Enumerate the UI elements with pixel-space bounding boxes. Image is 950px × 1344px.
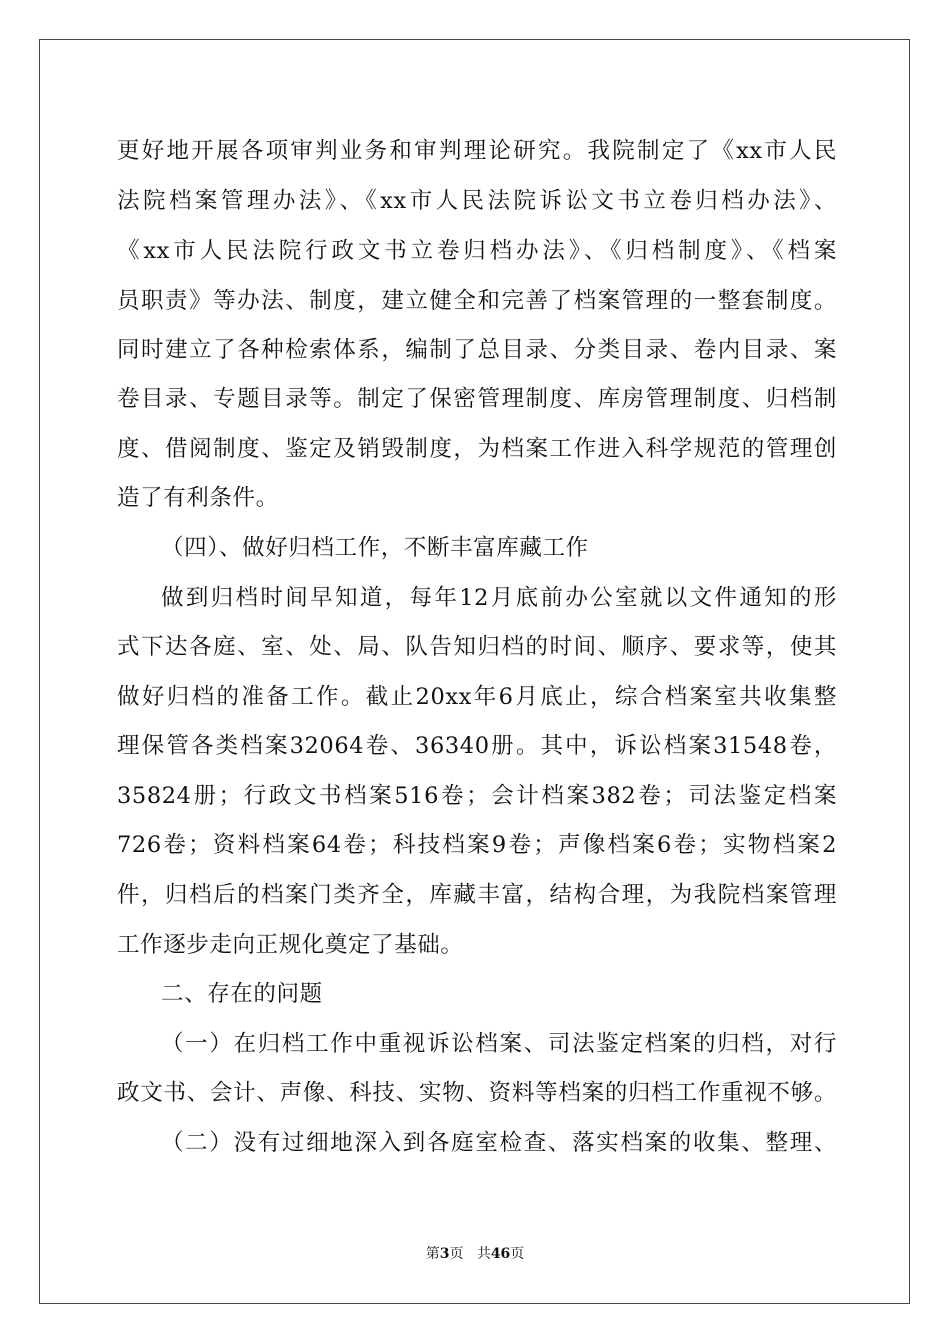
page-footer (0, 1243, 950, 1263)
body-line: 政文书、会计、声像、科技、实物、资料等档案的归档工作重视不够。 (117, 1080, 837, 1106)
body-line: 理保管各类档案32064卷、36340册。其中，诉讼档案31548卷， (117, 733, 837, 759)
total-prefix: 共 (476, 1246, 491, 1262)
body-line: 度、借阅制度、鉴定及销毁制度，为档案工作进入科学规范的管理创 (117, 436, 837, 462)
section-heading: （四）、做好归档工作，不断丰富库藏工作 (161, 535, 589, 561)
body-line: 工作逐步走向正规化奠定了基础。 (117, 932, 464, 958)
body-line: （二）没有过细地深入到各庭室检查、落实档案的收集、整理、 (161, 1130, 837, 1156)
body-line: 件，归档后的档案门类齐全，库藏丰富，结构合理，为我院档案管理 (117, 882, 837, 908)
body-line: （一）在归档工作中重视诉讼档案、司法鉴定档案的归档，对行 (161, 1031, 837, 1057)
body-line: 《xx市人民法院行政文书立卷归档办法》、《归档制度》、《档案 (117, 238, 837, 264)
page-prefix: 第 (425, 1246, 440, 1262)
section-heading: 二、存在的问题 (161, 981, 323, 1007)
total-pages: 46 (490, 1246, 511, 1262)
page-suffix: 页 (449, 1246, 464, 1262)
body-line: 法院档案管理办法》、《xx市人民法院诉讼文书立卷归档办法》、 (117, 188, 837, 214)
body-line: 更好地开展各项审判业务和审判理论研究。我院制定了《xx市人民 (117, 138, 837, 164)
body-line: 式下达各庭、室、处、局、队告知归档的时间、顺序、要求等，使其 (117, 634, 837, 660)
body-line: 726卷；资料档案64卷；科技档案9卷；声像档案6卷；实物档案2 (117, 832, 837, 858)
body-line: 卷目录、专题目录等。制定了保密管理制度、库房管理制度、归档制 (117, 386, 837, 412)
body-line: 同时建立了各种检索体系，编制了总目录、分类目录、卷内目录、案 (117, 337, 837, 363)
body-line: 35824册；行政文书档案516卷；会计档案382卷；司法鉴定档案 (117, 783, 837, 809)
page-border (39, 39, 910, 1304)
page-number: 3 (439, 1246, 450, 1262)
body-line: 造了有利条件。 (117, 485, 279, 511)
body-line: 做到归档时间早知道，每年12月底前办公室就以文件通知的形 (161, 585, 837, 611)
body-line: 员职责》等办法、制度，建立健全和完善了档案管理的一整套制度。 (117, 288, 837, 314)
total-suffix: 页 (510, 1246, 525, 1262)
body-line: 做好归档的准备工作。截止20xx年6月底止，综合档案室共收集整 (117, 684, 837, 710)
